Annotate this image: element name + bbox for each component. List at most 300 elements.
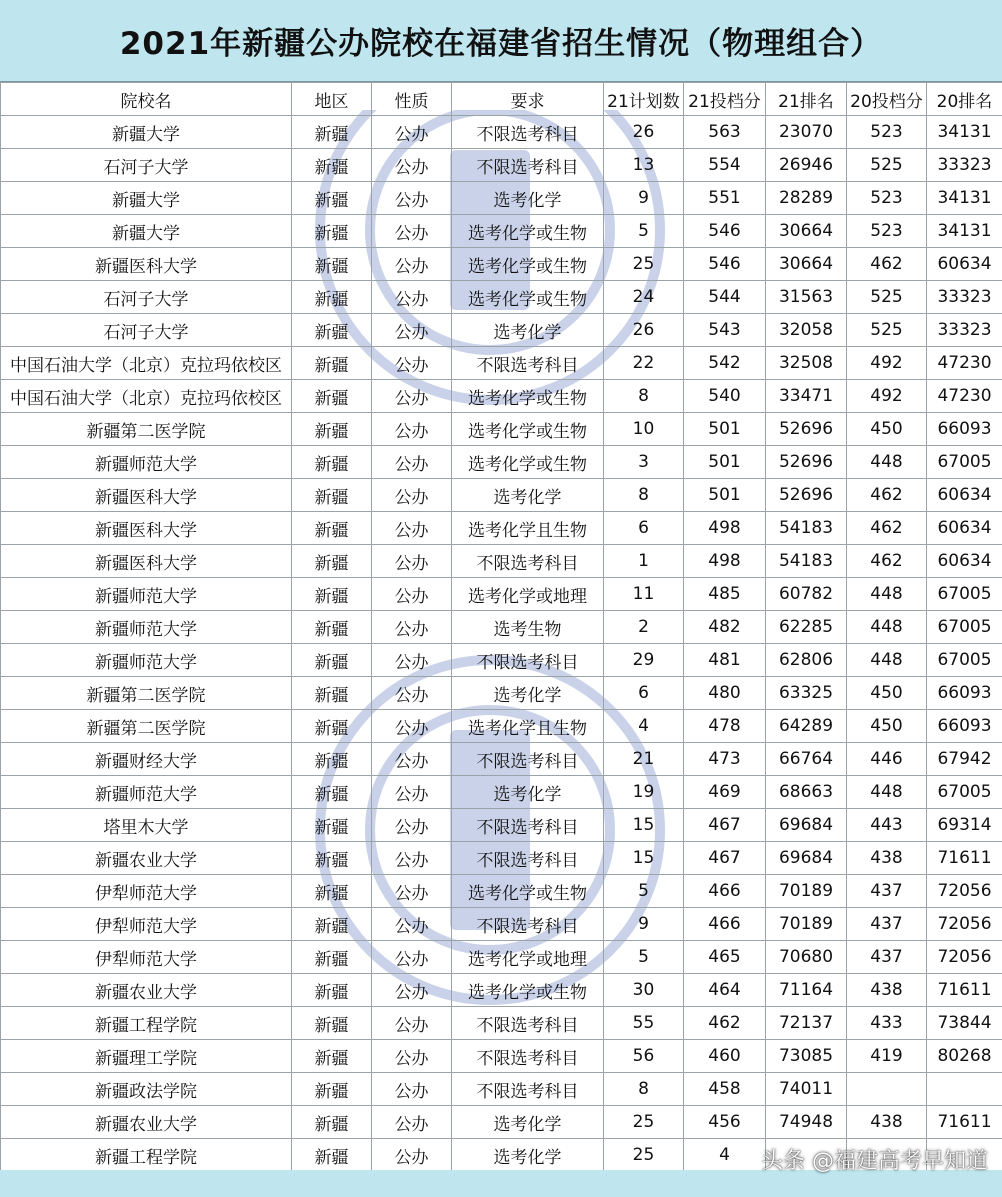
cell-score-21: 467 [684,842,766,875]
page-title: 2021年新疆公办院校在福建省招生情况（物理组合） [119,26,883,62]
cell-school: 新疆农业大学 [1,974,292,1007]
cell-score-21: 460 [684,1040,766,1073]
cell-rank-20: 67005 [927,578,1002,611]
cell-rank-21: 52696 [766,479,847,512]
table-row [1,281,1002,314]
cell-rank-20: 33323 [927,149,1002,182]
table-row [1,512,1002,545]
cell-type: 公办 [372,380,452,413]
table-row [1,380,1002,413]
cell-rank-20: 34131 [927,215,1002,248]
cell-rank-20: 71611 [927,842,1002,875]
cell-score-20: 443 [847,809,927,842]
cell-rank-20: 60634 [927,479,1002,512]
cell-school: 塔里木大学 [1,809,292,842]
cell-region: 新疆 [292,941,372,974]
cell-type: 公办 [372,413,452,446]
cell-score-21: 466 [684,908,766,941]
cell-school: 新疆大学 [1,182,292,215]
cell-school: 石河子大学 [1,314,292,347]
cell-score-21: 546 [684,248,766,281]
cell-score-21: 498 [684,545,766,578]
cell-rank-21: 60782 [766,578,847,611]
cell-plan-21: 5 [604,875,684,908]
cell-score-20: 446 [847,743,927,776]
table-row [1,710,1002,743]
cell-rank-21: 73085 [766,1040,847,1073]
table-row [1,842,1002,875]
cell-region: 新疆 [292,446,372,479]
cell-rank-21: 63325 [766,677,847,710]
cell-school: 伊犁师范大学 [1,941,292,974]
cell-plan-21: 4 [604,710,684,743]
cell-school: 新疆大学 [1,116,292,149]
cell-plan-21: 21 [604,743,684,776]
cell-school: 新疆政法学院 [1,1073,292,1106]
cell-score-21: 554 [684,149,766,182]
cell-region: 新疆 [292,380,372,413]
cell-rank-21: 31563 [766,281,847,314]
cell-rank-20: 34131 [927,116,1002,149]
cell-requirement: 不限选考科目 [452,347,604,380]
cell-type: 公办 [372,710,452,743]
cell-school: 新疆大学 [1,215,292,248]
cell-requirement: 选考化学或生物 [452,413,604,446]
cell-region: 新疆 [292,1139,372,1172]
cell-requirement: 不限选考科目 [452,1007,604,1040]
col-header-school: 院校名 [1,83,292,116]
cell-requirement: 选考化学 [452,1139,604,1172]
cell-rank-21: 26946 [766,149,847,182]
admission-table [0,82,1002,1172]
cell-school: 新疆第二医学院 [1,710,292,743]
cell-type: 公办 [372,281,452,314]
cell-requirement: 选考化学或地理 [452,578,604,611]
table-row [1,809,1002,842]
cell-school: 伊犁师范大学 [1,908,292,941]
cell-school: 新疆第二医学院 [1,413,292,446]
cell-plan-21: 15 [604,842,684,875]
cell-score-21: 542 [684,347,766,380]
cell-score-20: 450 [847,710,927,743]
cell-region: 新疆 [292,545,372,578]
table-row [1,677,1002,710]
cell-requirement: 选考化学且生物 [452,710,604,743]
cell-type: 公办 [372,578,452,611]
cell-plan-21: 2 [604,611,684,644]
cell-plan-21: 8 [604,479,684,512]
cell-plan-21: 13 [604,149,684,182]
cell-score-21: 465 [684,941,766,974]
cell-rank-21: 23070 [766,116,847,149]
table-row [1,413,1002,446]
table-row [1,974,1002,1007]
source-credit: 头条 @福建高考早知道 [761,1149,988,1174]
cell-score-21: 546 [684,215,766,248]
cell-type: 公办 [372,1106,452,1139]
cell-type: 公办 [372,314,452,347]
cell-score-20: 448 [847,446,927,479]
cell-rank-21: 62806 [766,644,847,677]
cell-requirement: 选考化学或生物 [452,248,604,281]
cell-score-20: 492 [847,347,927,380]
cell-plan-21: 11 [604,578,684,611]
title-bar [0,0,1002,82]
cell-type: 公办 [372,611,452,644]
cell-region: 新疆 [292,776,372,809]
cell-plan-21: 8 [604,1073,684,1106]
cell-score-20: 448 [847,578,927,611]
cell-rank-21: 33471 [766,380,847,413]
cell-requirement: 不限选考科目 [452,545,604,578]
cell-score-20: 450 [847,677,927,710]
cell-region: 新疆 [292,1007,372,1040]
cell-rank-20 [927,1073,1002,1106]
cell-type: 公办 [372,545,452,578]
cell-school: 新疆师范大学 [1,776,292,809]
cell-school: 新疆师范大学 [1,644,292,677]
cell-rank-20: 66093 [927,413,1002,446]
cell-rank-20: 72056 [927,941,1002,974]
cell-school: 新疆工程学院 [1,1007,292,1040]
cell-type: 公办 [372,149,452,182]
cell-score-21: 466 [684,875,766,908]
cell-score-21: 501 [684,413,766,446]
cell-plan-21: 15 [604,809,684,842]
cell-rank-20: 47230 [927,347,1002,380]
table-row [1,1007,1002,1040]
cell-plan-21: 25 [604,1139,684,1172]
cell-score-20: 438 [847,842,927,875]
col-header-type: 性质 [372,83,452,116]
cell-plan-21: 30 [604,974,684,1007]
cell-school: 新疆农业大学 [1,842,292,875]
cell-score-21: 563 [684,116,766,149]
cell-score-20: 437 [847,875,927,908]
table-row [1,644,1002,677]
cell-rank-20: 34131 [927,182,1002,215]
cell-school: 新疆财经大学 [1,743,292,776]
cell-plan-21: 19 [604,776,684,809]
cell-requirement: 选考化学或地理 [452,941,604,974]
cell-requirement: 选考化学 [452,1106,604,1139]
cell-score-20: 438 [847,974,927,1007]
table-row [1,941,1002,974]
cell-school: 新疆理工学院 [1,1040,292,1073]
cell-type: 公办 [372,908,452,941]
col-header-requirement: 要求 [452,83,604,116]
cell-plan-21: 25 [604,1106,684,1139]
cell-score-20: 462 [847,512,927,545]
cell-type: 公办 [372,512,452,545]
cell-rank-21: 69684 [766,809,847,842]
cell-plan-21: 22 [604,347,684,380]
cell-region: 新疆 [292,413,372,446]
cell-score-20: 437 [847,941,927,974]
cell-requirement: 选考化学 [452,677,604,710]
table-row [1,1106,1002,1139]
cell-requirement: 选考化学或生物 [452,215,604,248]
cell-type: 公办 [372,1040,452,1073]
cell-requirement: 选考化学 [452,314,604,347]
cell-rank-20: 67942 [927,743,1002,776]
cell-region: 新疆 [292,149,372,182]
cell-type: 公办 [372,1073,452,1106]
cell-type: 公办 [372,116,452,149]
cell-plan-21: 8 [604,380,684,413]
cell-score-21: 544 [684,281,766,314]
cell-requirement: 不限选考科目 [452,908,604,941]
table-row [1,743,1002,776]
cell-rank-21: 69684 [766,842,847,875]
cell-score-20: 450 [847,413,927,446]
cell-plan-21: 24 [604,281,684,314]
cell-score-20: 419 [847,1040,927,1073]
cell-rank-20: 80268 [927,1040,1002,1073]
cell-requirement: 选考化学 [452,182,604,215]
cell-region: 新疆 [292,347,372,380]
cell-rank-21: 64289 [766,710,847,743]
cell-plan-21: 5 [604,941,684,974]
cell-rank-21: 52696 [766,413,847,446]
cell-plan-21: 6 [604,512,684,545]
table-row [1,314,1002,347]
cell-region: 新疆 [292,215,372,248]
cell-score-20: 448 [847,644,927,677]
cell-score-20: 462 [847,248,927,281]
cell-school: 中国石油大学（北京）克拉玛依校区 [1,347,292,380]
cell-requirement: 选考化学 [452,776,604,809]
table-row [1,1073,1002,1106]
cell-score-20: 438 [847,1106,927,1139]
cell-score-21: 501 [684,446,766,479]
cell-score-21: 480 [684,677,766,710]
cell-region: 新疆 [292,1040,372,1073]
cell-rank-21: 72137 [766,1007,847,1040]
col-header-rank-21: 21排名 [766,83,847,116]
cell-score-21: 543 [684,314,766,347]
cell-score-20: 448 [847,611,927,644]
cell-school: 新疆第二医学院 [1,677,292,710]
col-header-score-21: 21投档分 [684,83,766,116]
cell-type: 公办 [372,677,452,710]
table-row [1,776,1002,809]
cell-requirement: 不限选考科目 [452,1040,604,1073]
cell-type: 公办 [372,941,452,974]
cell-score-21: 458 [684,1073,766,1106]
cell-school: 中国石油大学（北京）克拉玛依校区 [1,380,292,413]
cell-score-20: 437 [847,908,927,941]
cell-rank-20: 60634 [927,545,1002,578]
cell-score-20: 448 [847,776,927,809]
table-row [1,116,1002,149]
cell-type: 公办 [372,644,452,677]
cell-requirement: 不限选考科目 [452,809,604,842]
cell-requirement: 选考化学或生物 [452,281,604,314]
cell-type: 公办 [372,446,452,479]
cell-rank-20: 67005 [927,776,1002,809]
cell-rank-20: 66093 [927,710,1002,743]
cell-plan-21: 56 [604,1040,684,1073]
cell-score-20: 525 [847,281,927,314]
cell-school: 伊犁师范大学 [1,875,292,908]
cell-type: 公办 [372,809,452,842]
cell-requirement: 选考化学或生物 [452,974,604,1007]
cell-region: 新疆 [292,314,372,347]
cell-plan-21: 25 [604,248,684,281]
table-row [1,446,1002,479]
cell-score-20: 525 [847,314,927,347]
cell-rank-21: 66764 [766,743,847,776]
cell-type: 公办 [372,347,452,380]
cell-rank-20: 69314 [927,809,1002,842]
cell-requirement: 选考化学 [452,479,604,512]
cell-score-20: 523 [847,182,927,215]
cell-score-21: 540 [684,380,766,413]
cell-plan-21: 9 [604,908,684,941]
cell-region: 新疆 [292,281,372,314]
cell-score-21: 478 [684,710,766,743]
cell-type: 公办 [372,1139,452,1172]
cell-type: 公办 [372,842,452,875]
cell-requirement: 选考化学或生物 [452,875,604,908]
cell-school: 石河子大学 [1,149,292,182]
cell-region: 新疆 [292,611,372,644]
table-body [1,116,1002,1172]
cell-rank-21: 52696 [766,446,847,479]
cell-region: 新疆 [292,875,372,908]
cell-requirement: 不限选考科目 [452,842,604,875]
cell-rank-21: 71164 [766,974,847,1007]
cell-region: 新疆 [292,710,372,743]
cell-rank-21: 74948 [766,1106,847,1139]
cell-type: 公办 [372,1007,452,1040]
cell-score-21: 469 [684,776,766,809]
cell-type: 公办 [372,479,452,512]
cell-school: 新疆医科大学 [1,479,292,512]
cell-region: 新疆 [292,974,372,1007]
cell-score-21: 498 [684,512,766,545]
col-header-plan-21: 21计划数 [604,83,684,116]
table-row [1,215,1002,248]
cell-type: 公办 [372,875,452,908]
cell-rank-21: 70680 [766,941,847,974]
cell-score-21: 482 [684,611,766,644]
cell-rank-21: 32508 [766,347,847,380]
cell-region: 新疆 [292,578,372,611]
cell-region: 新疆 [292,248,372,281]
cell-school: 新疆工程学院 [1,1139,292,1172]
cell-rank-21: 70189 [766,875,847,908]
table-row [1,1040,1002,1073]
cell-type: 公办 [372,776,452,809]
cell-rank-21: 74011 [766,1073,847,1106]
cell-score-20: 523 [847,215,927,248]
cell-plan-21: 6 [604,677,684,710]
cell-score-20: 525 [847,149,927,182]
cell-type: 公办 [372,182,452,215]
cell-plan-21: 9 [604,182,684,215]
cell-score-20: 433 [847,1007,927,1040]
table-row [1,248,1002,281]
cell-rank-20: 67005 [927,611,1002,644]
cell-region: 新疆 [292,479,372,512]
cell-plan-21: 10 [604,413,684,446]
cell-rank-21: 68663 [766,776,847,809]
cell-rank-20: 71611 [927,1106,1002,1139]
cell-rank-20: 71611 [927,974,1002,1007]
cell-region: 新疆 [292,677,372,710]
table-row [1,908,1002,941]
cell-school: 新疆师范大学 [1,611,292,644]
cell-score-21: 481 [684,644,766,677]
cell-region: 新疆 [292,512,372,545]
cell-type: 公办 [372,248,452,281]
table-row [1,182,1002,215]
cell-type: 公办 [372,743,452,776]
table-row [1,479,1002,512]
cell-score-20: 462 [847,545,927,578]
cell-rank-21: 30664 [766,215,847,248]
table-row [1,149,1002,182]
cell-school: 新疆医科大学 [1,512,292,545]
cell-region: 新疆 [292,1106,372,1139]
cell-plan-21: 3 [604,446,684,479]
cell-plan-21: 5 [604,215,684,248]
cell-plan-21: 26 [604,314,684,347]
cell-rank-20: 73844 [927,1007,1002,1040]
cell-rank-21: 70189 [766,908,847,941]
cell-score-21: 473 [684,743,766,776]
cell-score-21: 462 [684,1007,766,1040]
cell-school: 新疆师范大学 [1,446,292,479]
cell-plan-21: 1 [604,545,684,578]
cell-score-21: 456 [684,1106,766,1139]
cell-rank-20: 72056 [927,908,1002,941]
col-header-rank-20: 20排名 [927,83,1002,116]
cell-score-20: 462 [847,479,927,512]
cell-rank-21: 62285 [766,611,847,644]
cell-score-21: 4 [684,1139,766,1172]
cell-region: 新疆 [292,182,372,215]
cell-school: 新疆农业大学 [1,1106,292,1139]
table-row [1,545,1002,578]
cell-region: 新疆 [292,842,372,875]
cell-score-21: 464 [684,974,766,1007]
cell-region: 新疆 [292,644,372,677]
cell-requirement: 不限选考科目 [452,644,604,677]
cell-requirement: 选考化学或生物 [452,380,604,413]
cell-score-20: 492 [847,380,927,413]
cell-school: 石河子大学 [1,281,292,314]
cell-requirement: 不限选考科目 [452,116,604,149]
cell-rank-20: 33323 [927,281,1002,314]
cell-requirement: 选考生物 [452,611,604,644]
table-header-row [1,83,1002,116]
cell-region: 新疆 [292,116,372,149]
cell-rank-21: 54183 [766,545,847,578]
cell-score-21: 551 [684,182,766,215]
table-row [1,578,1002,611]
cell-rank-20: 67005 [927,644,1002,677]
cell-region: 新疆 [292,743,372,776]
cell-region: 新疆 [292,908,372,941]
cell-rank-21: 32058 [766,314,847,347]
cell-score-20 [847,1073,927,1106]
cell-requirement: 选考化学或生物 [452,446,604,479]
table-row [1,611,1002,644]
col-header-region: 地区 [292,83,372,116]
